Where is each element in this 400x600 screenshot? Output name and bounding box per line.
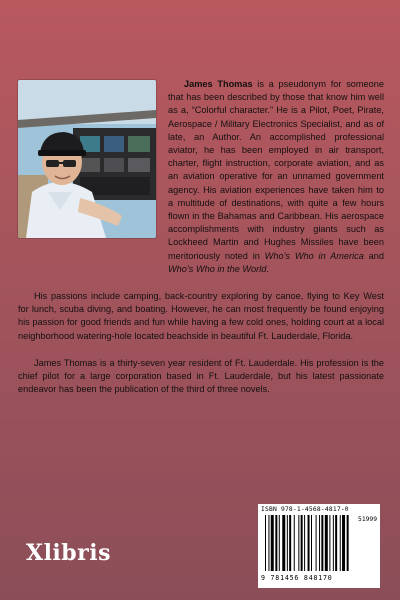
bio-conjunction: and	[363, 250, 384, 261]
isbn-number: ISBN 978-1-4568-4817-0	[261, 506, 349, 513]
bio-paragraph-1-text: is a pseudonym for someone that has been described by those that know him well as a, “Colorful character.” He is a Pilot, Poet, Pirate, Aerospace / Military Electronics Specialist, and as of late, an Author. An accomplished professional aviator, he has been employed in air transport, charter, flight instruction, corporate aviation, and as an aviation operative for an unnamed government agency. His aviation experiences have taken him to a multitude of destinations, with quite a few hours flown in the Bahamas and Caribbean. His aerospace accomplishments with industry giants such as Lockheed Martin and Hughes Missiles have been meritoriously noted in	[168, 79, 384, 261]
barcode-bar	[304, 515, 305, 571]
barcode-bar	[287, 515, 288, 571]
publisher-logo: Xlibris	[26, 540, 112, 566]
barcode-bar	[311, 515, 312, 571]
barcode-bar	[347, 515, 349, 571]
barcode-bar	[316, 515, 317, 571]
barcode-bar	[333, 515, 334, 571]
barcode-bar	[319, 515, 320, 571]
barcode-bar	[321, 515, 323, 571]
barcode-bar	[340, 515, 341, 571]
barcode-bar	[325, 515, 328, 571]
bio-paragraph-3: James Thomas is a thirty-seven year resident of Ft. Lauderdale. His profession is the chief pilot for a large corporation based in Ft. Lauderdale, but his latest passionate endeavor has been the publication of the third of three novels.	[18, 357, 384, 395]
barcode-bar	[275, 515, 277, 571]
bio-reference-1: Who’s Who in America	[264, 250, 364, 261]
barcode-bar	[301, 515, 303, 571]
barcode-digits: 9 781456 848170	[261, 574, 333, 582]
barcode-bar	[289, 515, 291, 571]
bio-paragraph-2: His passions include camping, back-country exploring by canoe, flying to Key West for lunch, scuba diving, and boating. However, he can most frequently be found enjoying his passion for good friends and fun while having a few cold ones, holding court at a local neighborhood watering-hole located beachside in beautiful Ft. Lauderdale, Florida.	[18, 291, 384, 341]
bio-paragraph-1-end: .	[266, 263, 269, 274]
barcode-bars-graphic	[261, 515, 377, 573]
author-name: James Thomas	[184, 79, 253, 89]
bio-reference-2: Who’s Who in the World	[168, 263, 267, 274]
barcode-bar	[298, 515, 299, 571]
barcode-bar	[279, 515, 280, 571]
barcode-bar	[282, 515, 285, 571]
barcode-bar	[335, 515, 337, 571]
barcode-bar	[342, 515, 345, 571]
barcode-bar	[294, 515, 295, 571]
barcode-bar	[265, 515, 266, 571]
barcode-bars	[261, 515, 377, 573]
price-code: 51999	[358, 516, 377, 523]
barcode-bar	[329, 515, 330, 571]
isbn-barcode	[258, 504, 380, 588]
barcode-bar	[308, 515, 310, 571]
author-bio	[18, 78, 384, 396]
bio-paragraph-1	[18, 78, 384, 276]
barcode-bar	[268, 515, 269, 571]
barcode-bar	[271, 515, 274, 571]
